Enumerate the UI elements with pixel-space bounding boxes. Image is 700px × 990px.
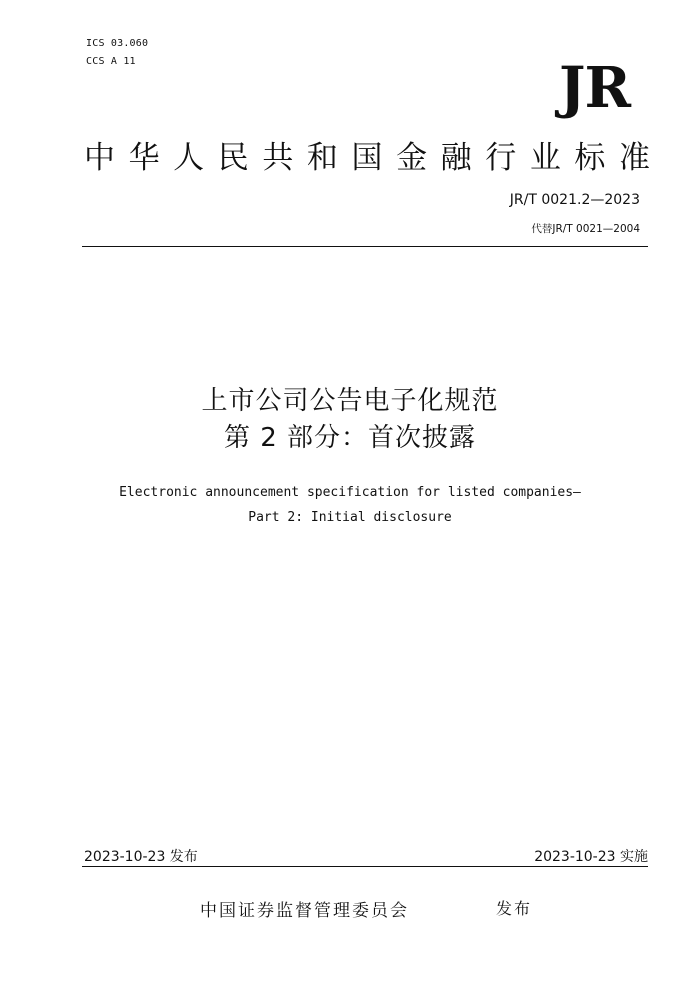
ics-code: ICS 03.060 — [86, 38, 149, 49]
top-divider — [82, 246, 648, 247]
publish-label: 发布 — [496, 899, 533, 918]
implementation-date: 2023-10-23 实施 — [534, 849, 648, 865]
bottom-divider — [82, 866, 648, 867]
issue-date: 2023-10-23 发布 — [84, 849, 198, 865]
title-english-line1: Electronic announcement specification for listed companies— — [119, 485, 581, 500]
title-chinese-line1: 上市公司公告电子化规范 — [201, 386, 499, 416]
issuing-authority: 中国证券监督管理委员会 — [200, 901, 409, 921]
replaces-standard: 代替JR/T 0021—2004 — [531, 223, 640, 235]
title-english-line2: Part 2: Initial disclosure — [248, 510, 452, 525]
standard-number: JR/T 0021.2—2023 — [509, 192, 640, 208]
jr-logo: JR — [558, 55, 630, 121]
title-chinese-line2: 第 2 部分：首次披露 — [223, 423, 477, 453]
ccs-code: CCS A 11 — [86, 56, 136, 67]
standard-category-heading: 中华人民共和国金融行业标准 — [84, 140, 650, 176]
